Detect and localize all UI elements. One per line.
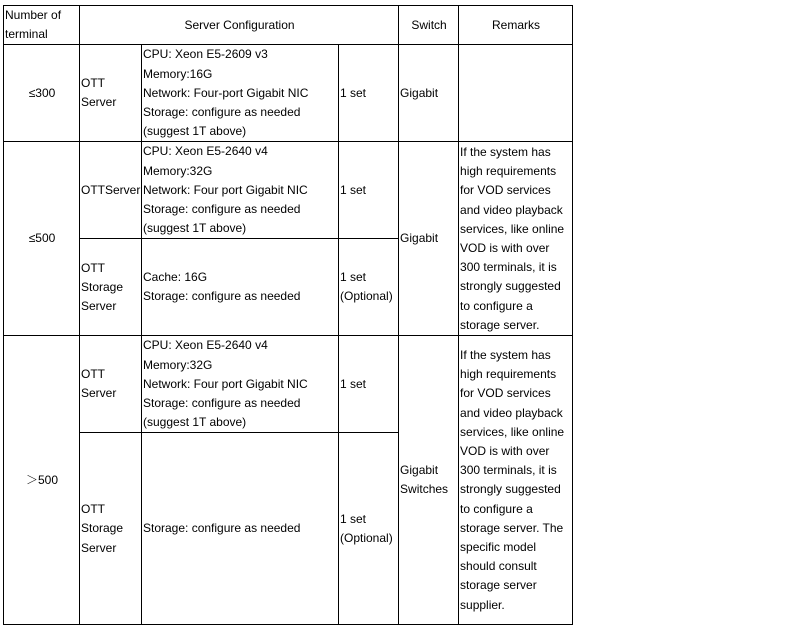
config-line: Network: Four port Gigabit NIC (143, 376, 308, 391)
terminal-count-cell: ＞500 (4, 336, 80, 625)
header-row (4, 6, 573, 45)
config-line: CPU: Xeon E5-2640 v4 (143, 144, 268, 159)
terminal-count-cell: ≤500 (4, 142, 80, 336)
server-type-cell: OTT Server (80, 45, 142, 142)
config-cell (142, 45, 339, 142)
quantity-cell: 1 set (Optional) (339, 433, 399, 625)
config-line: (suggest 1T above) (143, 221, 247, 236)
config-line: Storage: configure as needed (143, 202, 301, 217)
remarks-cell: If the system has high requirements for VOD services and video playback services, like online VOD is with over 300 terminals, it is strongly suggested to configure a storage server. The specific model should consult storage server supplier. (459, 336, 573, 625)
terminal-count-cell: ≤300 (4, 45, 80, 142)
config-line: Network: Four port Gigabit NIC (143, 182, 308, 197)
quantity-cell: 1 set (339, 45, 399, 142)
config-line: Memory:32G (143, 357, 213, 372)
server-type-cell: OTT Storage Server (80, 433, 142, 625)
quantity-cell: 1 set (Optional) (339, 239, 399, 336)
remarks-cell: If the system has high requirements for VOD services and video playback services, like online VOD is with over 300 terminals, it is strongly suggested to configure a storage server. (459, 142, 573, 336)
config-cell (142, 239, 339, 336)
quantity-cell: 1 set (339, 336, 399, 433)
server-type-cell: OTT Storage Server (80, 239, 142, 336)
switch-cell: Gigabit (399, 142, 459, 336)
config-line: CPU: Xeon E5-2609 v3 (143, 47, 268, 62)
config-line: Storage: configure as needed (143, 289, 301, 304)
quantity-cell: 1 set (339, 142, 399, 239)
config-line: Memory:16G (143, 66, 213, 81)
table-row (4, 45, 573, 142)
server-type-cell: OTTServer (80, 142, 142, 239)
config-line: Network: Four-port Gigabit NIC (143, 85, 309, 100)
config-cell (142, 336, 339, 433)
header-remarks: Remarks (459, 6, 573, 45)
switch-cell: Gigabit (399, 45, 459, 142)
table-row (4, 142, 573, 239)
header-server-config: Server Configuration (80, 6, 399, 45)
server-type-cell: OTT Server (80, 336, 142, 433)
config-line: Storage: configure as needed (143, 521, 301, 536)
config-line: (suggest 1T above) (143, 124, 247, 139)
header-terminal-count: Number of terminal (4, 6, 80, 45)
config-line: CPU: Xeon E5-2640 v4 (143, 338, 268, 353)
table-row (4, 336, 573, 433)
switch-cell: Gigabit Switches (399, 336, 459, 625)
config-line: Storage: configure as needed (143, 396, 301, 411)
config-cell (142, 142, 339, 239)
config-cell (142, 433, 339, 625)
header-switch: Switch (399, 6, 459, 45)
config-line: Cache: 16G (143, 270, 208, 285)
server-config-table (3, 5, 573, 625)
remarks-cell (459, 45, 573, 142)
config-line: (suggest 1T above) (143, 415, 247, 430)
config-line: Storage: configure as needed (143, 105, 301, 120)
config-line: Memory:32G (143, 163, 213, 178)
